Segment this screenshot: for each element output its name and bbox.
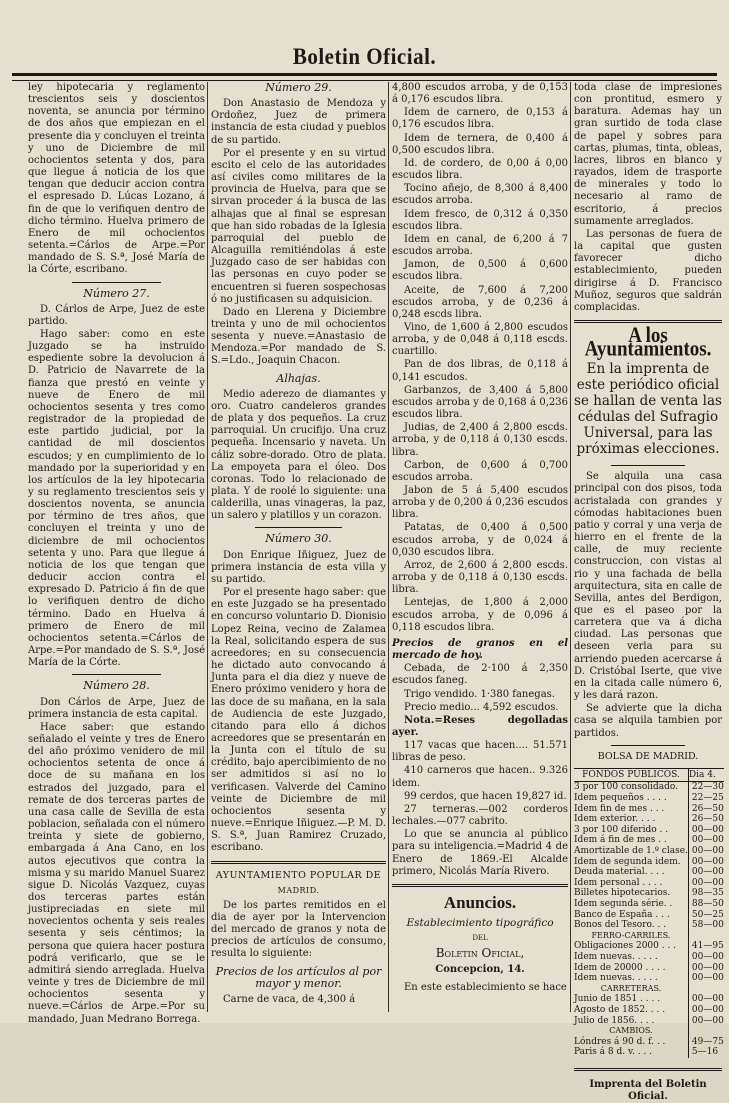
table-cell-value: 41—95 [688,941,723,952]
table-cell-label: Bonos del Tesoro. . . [574,920,667,931]
price-item: Pan de dos libras, de 0,118 á 0,141 escudos. [392,359,568,383]
table-row [574,963,724,974]
price-item: Arroz, de 2,600 á 2,800 escds. arroba y de 0,118 á 0,130 escds. libra. [392,559,568,596]
table-cell-value: 00—00 [688,846,723,857]
section-heading: AYUNTAMIENTO POPULAR DE [215,869,382,881]
table-cell-value: 00—00 [688,825,723,836]
table-cell-label: Paris á 8 d. v. . . . [574,1047,653,1058]
table-row [574,941,724,952]
paragraph: D. Cárlos de Arpe, Juez de este partido. [28,303,205,327]
notice-heading: Número 29. [265,81,332,94]
column-divider [207,82,208,1012]
table-cell-label: Billetes hipotecarios. [574,888,671,899]
table-header: FONDOS PÚBLICOS. [574,768,688,782]
price-item: Jamon, de 0,500 á 0,600 escudos libra. [392,259,568,283]
table-cell-label: Idem exterior. . . . [574,814,656,825]
paragraph: Don Enrique Iñiguez, Juez de primera instancia de esta villa y su partido. [211,549,386,585]
paragraph: De los partes remitidos en el dia de ayer por la Intervencion del mercado de granos y nota de precios de artículos de consumo, resulta lo siguiente: [211,899,386,960]
table-row [574,952,724,963]
paragraph: 99 cerdos, que hacen 19,827 id. [404,790,567,802]
table-row [574,888,724,899]
section-subheading: MADRID. [277,885,320,895]
table-row [574,1016,724,1027]
table-cell-label: Lóndres á 90 d. f. . . [574,1036,666,1047]
divider [611,745,685,746]
table-header: Dia 4. [688,768,723,782]
price-item: Idem fresco, de 0,312 á 0,350 escudos libra. [392,208,568,232]
paragraph: Las personas de fuera de la capital que gusten favorecer dicho establecimiento, pueden dirigirse á D. Francisco Muñoz, seguros que saldrán complacidas. [574,228,722,313]
section-heading: Nota.=Reses degolladas ayer. [392,714,568,738]
table-row [574,899,724,910]
notice-heading: Número 30. [265,532,332,546]
column-divider [570,82,571,1012]
table-row [574,1047,724,1058]
table-row [574,804,724,815]
paragraph: 117 vacas que hacen.... 51.571 libras de peso. [392,740,568,764]
table-row [574,867,724,878]
table-cell-value: 22—30 [688,782,723,793]
table-cell-value: 88—50 [688,899,723,910]
price-item: Judias, de 2,400 á 2,800 escds. arroba, y de 0,118 á 0,130 escds. libra. [392,422,568,458]
price-item: Lentejas, de 1,800 á 2,000 escudos arroba, y de 0,096 á 0,118 escudos libra. [392,597,568,633]
table-cell-value: 00—00 [688,1016,723,1027]
table-cell-value: 22—25 [688,793,723,804]
table-group: CAMBIOS. [609,1026,653,1036]
shop-address: Concepcion, 14. [435,964,525,976]
paragraph: Por el presente hago saber: que en este Juzgado se ha presentado en concurso voluntario D. Dionisio Lopez Reina, vecino de Zalamea la Real, solicitando espera de sus acreedores; en su consecuencia he dictado auto convocando á Junta para el dia diez y nueve de Enero próximo venidero y hora de las doce de su mañana, en la sala de Audiencia de este Juzgado, citando para ello á dichos acreedores que se presentarán en la Junta con el título de su crédito, bajo apercibimiento de no ser admitidos si así no lo verificasen. Valverde del Camino veinte de Diciembre de mil ochocientos sesenta y nueve.=Enrique Iñiguez.—P. M. D. S. S.ª, Juan Ramirez Cruzado, escribano. [211,587,386,854]
price-item: Idem de carnero, de 0,153 á 0,176 escudos libra. [392,107,568,131]
table-row [574,878,724,889]
table-cell-label: Idem de 20000 . . . . [574,962,666,973]
paragraph: toda clase de impresiones con prontitud, esmero y baratura. Ademas hay un gran surtido de toda clase de papel y sobres para cartas, plumas, tinta, obleas, lacres, libros en blanco y rayados, idem de trasporte de minerales y todo lo necesario al ramo de escritorio, á precios sumamente arreglados. [574,82,722,227]
table-cell-value: 00—00 [688,1005,723,1016]
price-item: Aceite, de 7,600 á 7,200 escudos arroba, y de 0,236 á 0,248 escds libra. [392,284,568,320]
table-cell-label: Agosto de 1852. . . . [574,1004,666,1015]
table-cell-value: 00—00 [688,973,723,984]
table-row [574,1037,724,1048]
paragraph: Carne de vaca, de 4,300 á [223,993,356,1005]
paragraph: ley hipotecaria y reglamento trescientos seis y doscientos noventa, se anuncia por término de dos años que empiezan en el presente dia y concluyen el treinta y uno de Diciembre de mil ochocientos setenta y dos, para que llegue á noticia de los que tengan que deducir accion contra el espresado D. Lúcas Lozano, á fin de que lo verifiquen dentro de dicho término. Huelva primero de Enero de mil ochocientos setenta.=Cárlos de Arpe.=Por mandado de S. S.ª, José María de la Córte, escribano. [28,82,205,276]
paragraph: Dado en Llerena y Diciembre treinta y uno de mil ochocientos sesenta y nueve.=Anastasio de Mendoza.=Por mandado de S. S.=Ldo., Joaquin Chacon. [211,306,386,367]
paragraph: Don Anastasio de Mendoza y Ordoñez, Juez de primera instancia de esta ciudad y pueblos de su partido. [211,98,386,146]
notice-heading: Número 27. [83,286,150,300]
table-cell-value: 00—00 [688,867,723,878]
column-1 [28,82,205,1025]
divider [574,1068,722,1071]
table-cell-label: Idem segunda série. . [574,899,673,909]
shop-name: Establecimiento tipográfico [406,917,554,929]
table-cell-value: 00—00 [688,878,723,889]
paragraph: Hace saber: que estando señalado el veinte y tres de Enero del año próximo venidero de mil ochocientos setenta de once á doce de su mañana en los estrados del juzgado, para el remate de dos terceras partes de una casa calle de Sevilla de esta poblacion, señalada con el número treinta y siete de gobierno, embargada á Ana Cano, en los autos ejecutivos que contra la misma y su marido Manuel Suarez sigue D. Nicolás Vazquez, cuyas dos terceras partes están justipreciadas en siete mil novecientos ochenta y seis reales sesenta y seis céntimos; la persona que quiera hacer postura podrá verificarlo, que se le admitirá siendo arreglada. Huelva veinte y tres de Diciembre de mil ochocientos sesenta y nueve.=Cárlos de Arpe.=Por su mandado, Juan Medrano Borrega. [28,721,205,1025]
paragraph: Por el presente y en su virtud escito el celo de las autoridades así civiles como militares de la provincia de Huelva, para que se sirvan proceder á la busca de las alhajas que al final se espresan que han sido robadas de la Iglesia parroquial del pueblo de Alcaguilla remitiéndolas á este Juzgado caso de ser habidas con las personas en cuyo poder se encuentren si fueren sospechosas ó no justificasen su adquisicion. [211,147,386,305]
divider [611,465,685,466]
section-heading: Precios de los artículos al por mayor y menor. [215,964,382,990]
column-divider [388,82,389,1012]
shop-name: DEL [472,934,488,943]
section-heading: A los Ayuntamientos. [584,323,712,362]
stock-table [574,768,724,1058]
divider [211,861,386,864]
table-row [574,825,724,836]
paragraph: Trigo vendido. 1·380 fanegas. [404,688,555,700]
paragraph: Lo que se anuncia al público para su inteligencia.=Madrid 4 de Enero de 1869.-El Alcalde primero, Nicolás María Rivero. [392,829,568,877]
paragraph: Precio medio... 4,592 escudos. [404,701,559,713]
paragraph: Cebada, de 2·100 á 2,350 escudos faneg. [392,663,568,687]
table-row [574,1005,724,1016]
section-heading: Anuncios. [443,892,517,912]
table-cell-label: Amortizable de 1.º clase. [574,846,688,857]
section-heading: BOLSA DE MADRID. [597,750,699,762]
column-2 [211,82,386,1014]
announcement: En la imprenta de este periódico oficial se hallan de venta las cédulas del Sufragio Universal, para las próximas elecciones. [574,361,722,458]
table-row [574,793,724,804]
table-cell-value: 00—00 [688,952,723,963]
section-heading: Alhajas. [276,371,321,385]
table-cell-label: Idem fin de mes . . . [574,803,665,814]
table-cell-label: Idem nuevas. . . . . [574,973,658,984]
table-group: FERRO-CARRILES. [591,930,671,940]
masthead-rule [12,73,717,81]
table-row [574,920,724,931]
price-item: Garbanzos, de 3,400 á 5,800 escudos arroba y de 0,168 á 0,236 escudos libra. [392,384,568,421]
table-cell-value: 26—50 [688,814,723,825]
table-cell-label: Deuda material. . . . [574,867,665,878]
paragraph: En este establecimiento se hace [404,981,567,993]
table-cell-value: 26—50 [688,804,723,815]
table-cell-value: 49—75 [688,1037,723,1048]
table-cell-label: Junio de 1851 . . . . [574,994,661,1005]
column-4 [574,82,724,1103]
price-item: Idem en canal, de 6,200 á 7 escudos arroba. [392,233,568,258]
table-cell-value: 50—25 [688,910,723,921]
table-cell-label: Idem de segunda idem. [574,856,681,867]
table-row [574,814,724,825]
price-item: Jabon de 5 á 5,400 escudos arroba y de 0,200 á 0,236 escudos libra. [392,485,568,521]
price-item: Idem de ternera, de 0,400 á 0,500 escudos libra. [392,132,568,156]
table-cell-value: 5—16 [688,1047,723,1058]
paragraph: Se alquila una casa principal con dos pisos, toda acristalada con grandes y cómodas habitaciones buen patio y corral y una verja de hierro en el frente de la calle, de muy reciente construccion, con vistas al rio y una fachada de bella arquitectura, sita en calle de Sevilla, antes del Berdigon, que es el paseo por la carretera que va á dicha ciudad. Las personas que deseen verla para su arriendo pueden acercarse á D. Cristóbal Iserte, que vive en la citada calle número 6, y les dará razon. [574,471,722,702]
paragraph: 27 terneras.—002 corderos lechales.—077 cabrito. [392,803,568,828]
paragraph: Don Cárlos de Arpe, Juez de primera instancia de esta capital. [28,696,205,720]
table-group: CARRETERAS. [600,983,662,993]
printer-imprint: Imprenta del Boletin Oficial. [589,1078,707,1103]
table-row [574,973,724,984]
divider [392,884,568,887]
table-cell-value: 98—35 [688,888,723,899]
price-item: Patatas, de 0,400 á 0,500 escudos arroba, y de 0,024 á 0,030 escudos libra. [392,522,568,558]
paragraph: 4,800 escudos arroba, y de 0,153 á 0,176 escudos libra. [392,82,568,106]
paragraph: Se advierte que la dicha casa se alquila tambien por partidos. [574,703,722,739]
table-row [574,857,724,868]
paragraph: 410 carneros que hacen.. 9.326 idem. [392,765,568,789]
table-cell-label: Idem á fin de mes . . [574,835,667,846]
price-item: Vino, de 1,600 á 2,800 escudos arroba, y de 0,048 á 0,118 escds. cuartillo. [392,321,568,358]
table-row [574,994,724,1005]
table-cell-label: 3 por 100 consolidado. [574,782,679,793]
table-cell-label: Idem pequeños . . . . [574,793,667,804]
price-item: Tocino añejo, de 8,300 á 8,400 escudos arroba. [392,183,568,207]
section-heading: Precios de granos en el mercado de hoy. [392,637,568,662]
divider [72,282,161,283]
shop-name: Boletin Oficial, [435,946,525,961]
divider [72,674,161,675]
price-item: Id. de cordero, de 0,00 á 0,00 escudos libra. [392,157,568,182]
paragraph: Medio aderezo de diamantes y oro. Cuatro candeleros grandes de plata y dos pequeños. La cruz parroquial. Un crucifijo. Una cruz pequeña. Incensario y naveta. Un cáliz sobre-dorado. Otro de plata. La empoyeta para el óleo. Dos coronas. Todo lo relacionado de plata. Y de roolé lo siguiente: una calderilla, unas vinageras, la paz, un salero y platillos y un corazon. [211,388,386,522]
table-cell-label: Idem personal . . . . [574,877,663,888]
table-cell-value: 00—00 [688,857,723,868]
table-row [574,910,724,921]
divider [255,527,343,528]
masthead-title: Boletin Oficial. [292,42,437,70]
table-row [574,835,724,846]
column-3 [392,82,568,1014]
table-cell-label: Obligaciones 2000 . . . [574,941,677,952]
table-cell-value: 00—00 [688,994,723,1005]
table-cell-label: Julio de 1856. . . . [574,1015,655,1026]
table-cell-value: 58—00 [688,920,723,931]
table-cell-label: Idem nuevas. . . . . [574,951,658,962]
table-cell-label: Banco de España . . . [574,909,670,920]
table-row [574,846,724,857]
table-row [574,782,724,793]
table-cell-value: 00—00 [688,963,723,974]
paragraph: Hago saber: como en este Juzgado se ha instruido espediente sobre la devolucion á D. Patricio de Navarrete de la fianza que prestó en veinte y nueve de Enero de mil ochocientos sesenta y tres como registrador de la propiedad de este partido judicial, por la cantidad de mil doscientos escudos; y en cumplimiento de lo mandado por la superioridad y en los artículos de la ley hipotecaria y su reglamento trescientos seis y doscientos noventa, se anuncia por término de tres años, que concluyen el treinta y uno de diciembre de mil ochocientos setenta y uno. Para que llegue á noticia de los que tengan que deducir accion contra el expresado D. Patricio á fin de que lo verifiquen dentro de dicho término. Dado en Huelva á primero de Enero de mil ochocientos setenta.=Cárlos de Arpe.=Por mandado de S. S.ª, José María de la Córte. [28,328,205,669]
price-item: Carbon, de 0,600 á 0,700 escudos arroba. [392,459,568,483]
notice-heading: Número 28. [83,679,150,693]
table-cell-label: 3 por 100 diferido . . [574,824,669,835]
table-cell-value: 00—00 [688,835,723,846]
